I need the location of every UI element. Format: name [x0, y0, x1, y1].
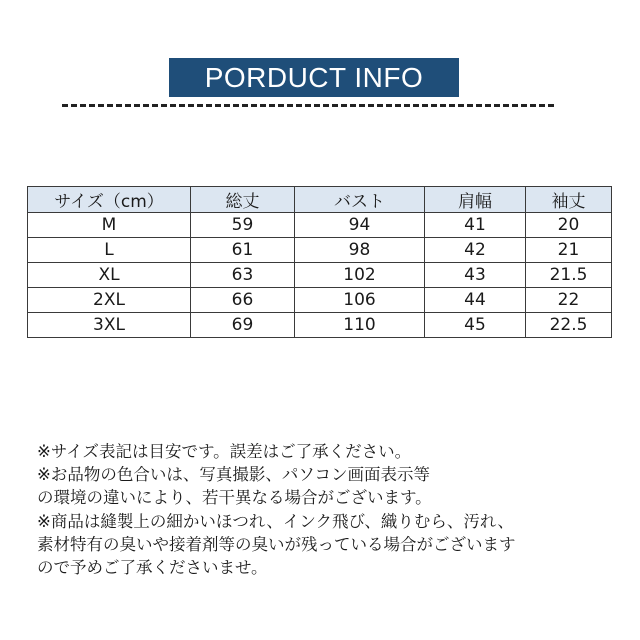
- header-bust: バスト: [295, 187, 425, 213]
- cell-shoulder: 42: [425, 238, 526, 263]
- note-line: ※商品は縫製上の細かいほつれ、インク飛び、織りむら、汚れ、: [37, 511, 514, 531]
- cell-size: M: [28, 213, 191, 238]
- cell-shoulder: 43: [425, 263, 526, 288]
- banner-title: PORDUCT INFO: [204, 61, 424, 93]
- note-line: ので予めご了承くださいませ。: [37, 558, 268, 578]
- cell-length: 59: [191, 213, 295, 238]
- dashed-divider: [62, 104, 554, 107]
- cell-shoulder: 41: [425, 213, 526, 238]
- cell-bust: 94: [295, 213, 425, 238]
- note-line: ※お品物の色合いは、写真撮影、パソコン画面表示等: [37, 465, 430, 485]
- cell-sleeve: 20: [526, 213, 612, 238]
- cell-sleeve: 22.5: [526, 313, 612, 338]
- cell-size: XL: [28, 263, 191, 288]
- notes-block: [37, 440, 617, 579]
- cell-size: L: [28, 238, 191, 263]
- cell-shoulder: 44: [425, 288, 526, 313]
- table-row: [28, 288, 612, 313]
- cell-shoulder: 45: [425, 313, 526, 338]
- table-row: [28, 213, 612, 238]
- header-size: サイズ（cm）: [28, 187, 191, 213]
- cell-length: 66: [191, 288, 295, 313]
- cell-bust: 110: [295, 313, 425, 338]
- note-line: ※サイズ表記は目安です。誤差はご了承ください。: [37, 442, 412, 461]
- cell-size: 2XL: [28, 288, 191, 313]
- note-line: の環境の違いにより、若干異なる場合がございます。: [37, 488, 432, 508]
- cell-bust: 102: [295, 263, 425, 288]
- cell-bust: 98: [295, 238, 425, 263]
- note-line: 素材特有の臭いや接着剤等の臭いが残っている場合がございます: [37, 534, 516, 554]
- size-table: [27, 186, 612, 338]
- table-row: [28, 313, 612, 338]
- header-length: 総丈: [191, 187, 295, 213]
- product-info-banner: [169, 58, 459, 97]
- table-header-row: [28, 187, 612, 213]
- cell-length: 69: [191, 313, 295, 338]
- table-row: [28, 263, 612, 288]
- cell-size: 3XL: [28, 313, 191, 338]
- cell-length: 63: [191, 263, 295, 288]
- cell-sleeve: 22: [526, 288, 612, 313]
- header-sleeve: 袖丈: [526, 187, 612, 213]
- table-row: [28, 238, 612, 263]
- header-shoulder: 肩幅: [425, 187, 526, 213]
- cell-sleeve: 21: [526, 238, 612, 263]
- cell-length: 61: [191, 238, 295, 263]
- cell-bust: 106: [295, 288, 425, 313]
- cell-sleeve: 21.5: [526, 263, 612, 288]
